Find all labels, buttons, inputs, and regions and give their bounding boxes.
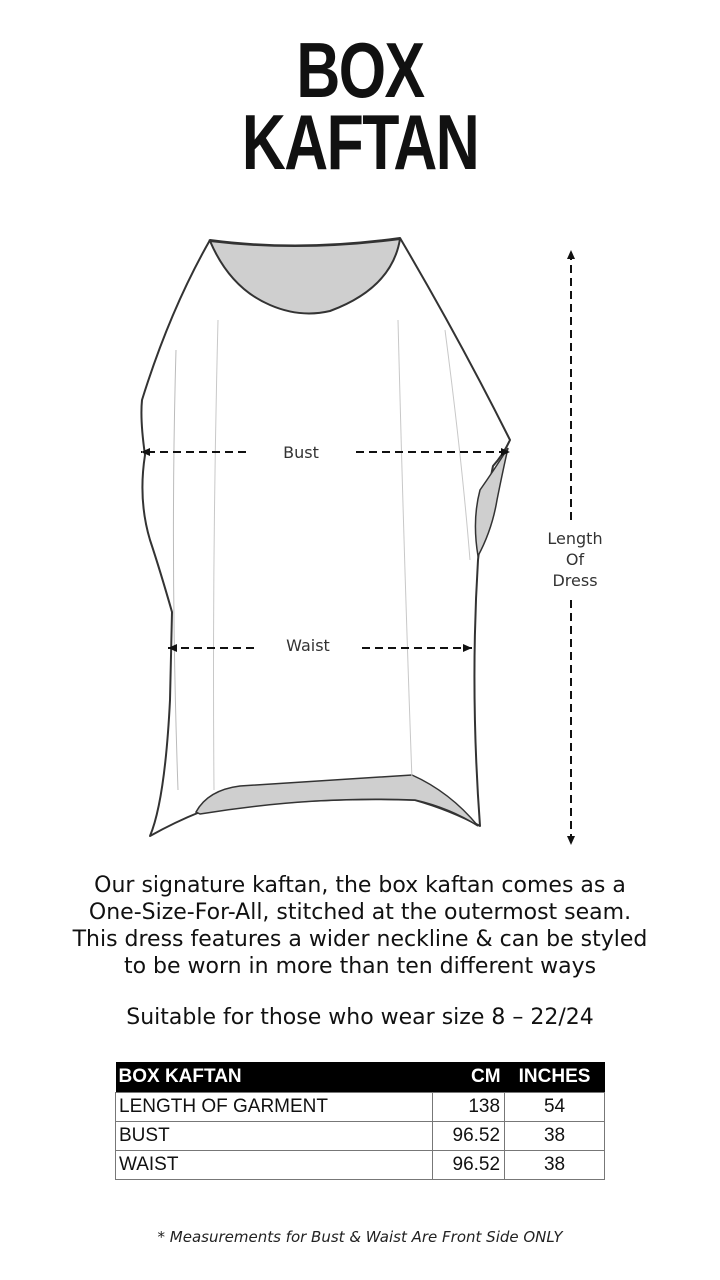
description-line-2: One-Size-For-All, stitched at the outermost seam. [88, 900, 632, 925]
waist-label: Waist [286, 636, 330, 655]
description-line-4: to be worn in more than ten different ways [123, 954, 597, 979]
header-garment: BOX KAFTAN [116, 1062, 433, 1093]
row-label: WAIST [116, 1151, 433, 1180]
row-cm: 96.52 [433, 1151, 505, 1180]
row-cm: 138 [433, 1093, 505, 1122]
description-line-1: Our signature kaftan, the box kaftan comes as a [94, 873, 626, 898]
size-suitability: Suitable for those who wear size 8 – 22/24 [126, 1005, 594, 1030]
description-line-3: This dress features a wider neckline & can be styled [72, 927, 648, 952]
header-inches: INCHES [505, 1062, 605, 1093]
kaftan-outline [141, 238, 510, 836]
title-line-1: BOX [296, 26, 424, 114]
table-row [116, 1122, 605, 1151]
size-table-header [116, 1062, 605, 1093]
length-label-line-2: Of [565, 550, 585, 569]
row-label: LENGTH OF GARMENT [116, 1093, 433, 1122]
row-label: BUST [116, 1122, 433, 1151]
row-inches: 54 [505, 1093, 605, 1122]
title-line-2: KAFTAN [241, 98, 479, 186]
footnote: * Measurements for Bust & Waist Are Front Side ONLY [157, 1228, 563, 1246]
table-row [116, 1093, 605, 1122]
length-label-line-3: Dress [552, 571, 598, 590]
size-table [115, 1062, 605, 1180]
table-row [116, 1151, 605, 1180]
description [40, 872, 680, 980]
bust-label: Bust [283, 443, 319, 462]
row-inches: 38 [505, 1122, 605, 1151]
length-label-line-1: Length [547, 529, 603, 548]
row-inches: 38 [505, 1151, 605, 1180]
header-cm: CM [433, 1062, 505, 1093]
row-cm: 96.52 [433, 1122, 505, 1151]
